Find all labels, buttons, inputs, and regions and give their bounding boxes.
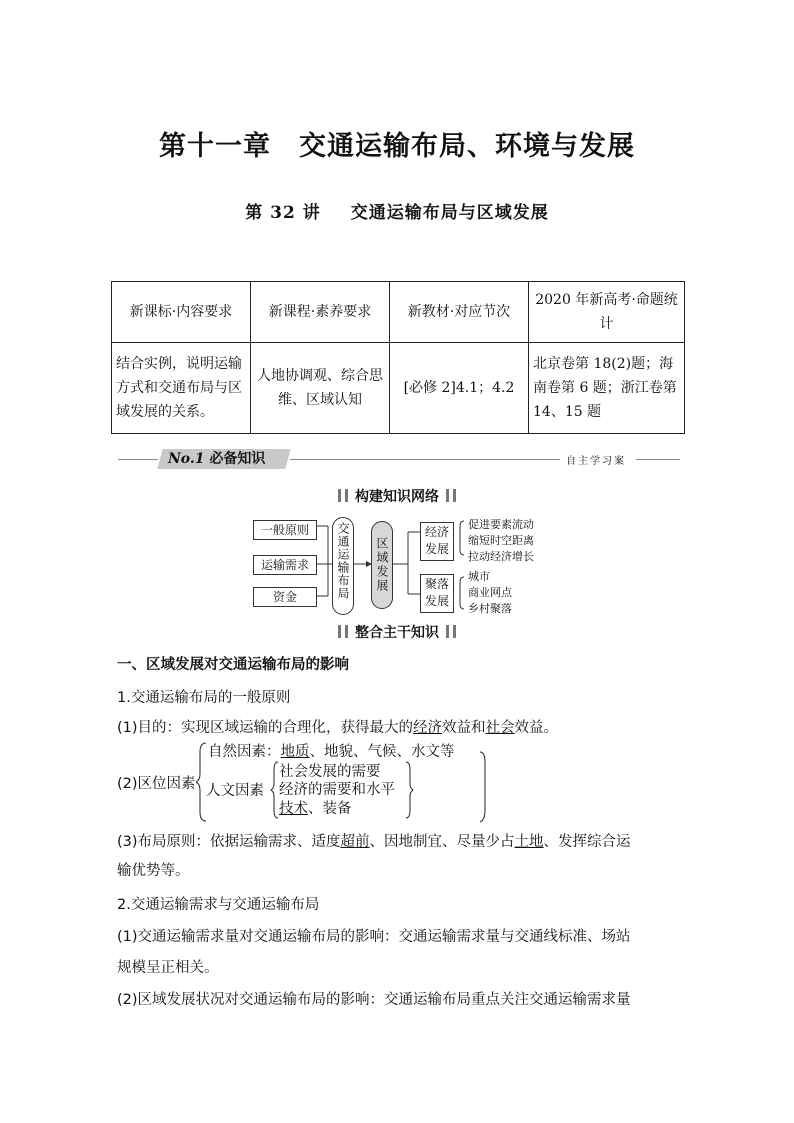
subsection-heading: 1.交通运输布局的一般原则	[117, 690, 291, 706]
text: (3)布局原则：依据运输需求、适度	[117, 834, 341, 850]
section-bar-line	[636, 459, 680, 460]
mainline-heading	[0, 622, 794, 642]
human-factor-item: 社会发展的需要	[279, 764, 381, 780]
section-bar-line	[118, 459, 158, 460]
section-bar-right-label: 自主学习案	[566, 456, 626, 467]
answer-text: 经济	[413, 720, 443, 736]
human-factors-label: 人文因素	[206, 783, 264, 799]
text: 、因地制宜、尽量少占	[369, 834, 515, 850]
answer-text: 地质	[280, 744, 310, 760]
human-factor-item: 经济的需要和水平	[279, 782, 395, 798]
section-bar-line	[290, 459, 560, 460]
table-cell: 结合实例，说明运输方式和交通布局与区域发展的关系。	[112, 343, 251, 434]
table-cell: [必修 2]4.1；4.2	[390, 343, 529, 434]
paragraph-regional-status: (2)区域发展状况对交通运输布局的影响：交通运输布局重点关注交通运输需求量	[117, 992, 631, 1008]
answer-text: 超前	[340, 834, 370, 850]
natural-factors	[208, 740, 455, 761]
subsection-heading: 2.交通运输需求与交通运输布局	[117, 897, 320, 913]
table-header-cell: 新课程·素养要求	[251, 282, 390, 343]
diagram-box-principle: 一般原则	[253, 520, 317, 540]
diagram-box-settlement: 聚落发展	[420, 574, 454, 613]
paragraph-layout-principle	[117, 830, 631, 851]
diagram-leaf: 乡村聚落	[468, 602, 512, 615]
section-tag-number: No.1	[168, 451, 205, 467]
diagram-leaf: 城市	[468, 570, 490, 583]
section-tag-label: 必备知识	[209, 451, 266, 467]
diagram-box-economic: 经济发展	[420, 522, 454, 561]
diagram-box-funds: 资金	[253, 587, 317, 607]
text: 、地貌、气候、水文等	[309, 744, 455, 760]
table-header-cell: 新教材·对应节次	[390, 282, 529, 343]
chapter-title: 第十一章 交通运输布局、环境与发展	[159, 131, 635, 162]
section-tag	[168, 449, 288, 469]
table-header-cell: 2020 年新高考·命题统计	[529, 282, 685, 343]
diagram-leaf: 拉动经济增长	[468, 550, 534, 563]
answer-text: 社会	[485, 720, 515, 736]
lecture-name: 交通运输布局与区域发展	[350, 203, 549, 223]
lecture-number: 第 32 讲	[245, 203, 321, 223]
paragraph-demand-cont: 规模呈正相关。	[117, 960, 219, 976]
paragraph-layout-principle-cont: 输优势等。	[117, 863, 190, 879]
diagram-box-demand: 运输需求	[253, 555, 317, 575]
diagram-node-regional-development-label: 区域发展	[375, 537, 389, 593]
text: 、发挥综合运	[543, 834, 631, 850]
table-row	[112, 343, 685, 434]
mainline-heading-text: 整合主干知识	[355, 625, 439, 641]
network-heading	[0, 486, 794, 506]
lecture-title	[0, 198, 794, 223]
text: (1)目的：实现区域运输的合理化，获得最大的	[117, 720, 414, 736]
text: 、装备	[308, 801, 352, 817]
diagram-node-transport-layout-label: 交通运输布局	[336, 522, 350, 600]
table-header-cell: 新课标·内容要求	[112, 282, 251, 343]
text: 自然因素：	[208, 744, 281, 760]
answer-text: 土地	[514, 834, 544, 850]
requirements-table	[111, 281, 685, 434]
table-cell: 北京卷第 18(2)题；海南卷第 6 题；浙江卷第 14、15 题	[529, 343, 685, 434]
location-factors-label: (2)区位因素	[117, 776, 196, 792]
text: 效益。	[514, 720, 559, 736]
paragraph-demand: (1)交通运输需求量对交通运输布局的影响：交通运输需求量与交通线标准、场站	[117, 929, 631, 945]
section-heading: 一、区域发展对交通运输布局的影响	[117, 657, 349, 673]
answer-text: 技术	[279, 801, 308, 817]
diagram-leaf: 促进要素流动	[468, 518, 534, 531]
paragraph-purpose	[117, 716, 558, 737]
human-factor-item	[279, 797, 352, 818]
network-heading-text: 构建知识网络	[355, 489, 439, 505]
diagram-leaf: 商业网点	[468, 586, 512, 599]
table-header-row	[112, 282, 685, 343]
table-cell: 人地协调观、综合思维、区域认知	[251, 343, 390, 434]
diagram-leaf: 缩短时空距离	[468, 534, 534, 547]
text: 效益和	[442, 720, 486, 736]
diagram-node-transport-layout	[332, 517, 354, 615]
diagram-node-regional-development	[371, 521, 393, 609]
